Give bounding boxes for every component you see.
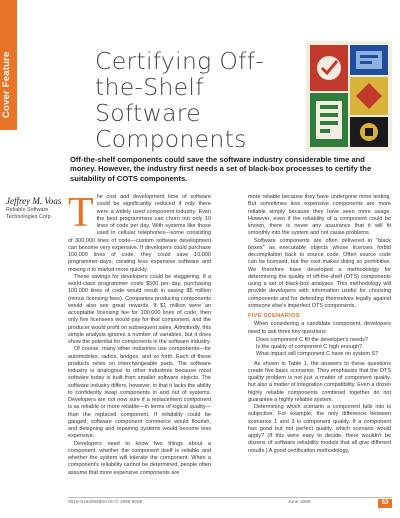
- section-tab-label: Cover Feature: [1, 51, 12, 118]
- component-collage-illustration: [306, 41, 392, 151]
- page-footer: [68, 497, 392, 508]
- list-item: • Is the quality of component C high enough?: [256, 344, 391, 351]
- author-block: [6, 196, 62, 221]
- body-paragraph: Software components are often delivered in "black boxes" as executable objects whose licenses forbid decompilation back to source code. Often source code can be licensed, but the cost makes doing so prohibitive. We therefore have developed a methodology for determining the quality of off-the-shelf (OTS) components using a set of black-box analyses. This methodology will provide developers with information useful for choosing components and for defending themselves legally against someone else's imperfect OTS components.: [248, 237, 391, 309]
- body-paragraph: Developers need to know two things about a component: whether the component itself is reliable and whether the system will tolerate the component. When a component's reliability cannot be determined, people often assume that more expensive components are: [68, 440, 211, 476]
- drop-cap: T: [68, 194, 94, 236]
- body-paragraph: When considering a candidate component, developers need to ask three key questions:: [248, 321, 391, 335]
- page-number: 53: [378, 499, 392, 508]
- section-tab: [0, 0, 17, 130]
- footer-date: June 1998: [288, 500, 311, 505]
- body-column-right: [248, 194, 391, 494]
- question-list: [248, 337, 391, 359]
- body-paragraph: These savings for developers could be staggering. If a world-class programmer costs $500 per day, purchasing 100,000 lines of code would result in saving $5 million (minus licensing fees). Companies producing components would also see great rewards. If $1 million were an acceptable licensing fee for 100,000 lines of code, then only five licensees would pay for that component, and the producer would profit on subsequent sales. Admittedly, this simple analysis ignores a number of variables, but it does show the potential for components in the software industry.: [68, 273, 211, 345]
- list-item: • What impact will component C have on system S?: [256, 351, 391, 358]
- body-paragraph: more reliable because they have undergone more testing. But sometimes less expensive components are more reliable simply because they have seen more usage. However, even if the reliability of a component could be known, there is never any assurance that it will fit smoothly into the system and not cause problems.: [248, 194, 391, 237]
- author-name: Jeffrey M. Voas: [6, 196, 62, 206]
- body-paragraph: Determining which scenario a component falls into is subjective. For example, the only difference between scenarios 1 and 3 is component quality. If a component has good but not perfect quality, which scenario would apply? (If this were easy to decide, there wouldn't be dozens of software reliability models that all give different results.) A good certification methodology,: [248, 404, 391, 454]
- article-deck: Off-the-shelf components could save the software industry considerable time and money. However, the industry first needs a set of black-box processes to certify the suitability of COTS components.: [70, 155, 372, 183]
- footer-copyright: 0018-9162/98/$10.00 © 1998 IEEE: [68, 500, 143, 505]
- article-title: Certifying Off-the-Shelf Software Components: [95, 47, 265, 153]
- cover-illustration: [306, 41, 392, 151]
- list-item: • Does component C fill the developer's needs?: [256, 337, 391, 344]
- section-heading: FIVE SCENARIOS: [248, 313, 300, 319]
- body-paragraph: As shown in Table 1, the answers to these questions create five basic scenarios. They emphasize that the OTS quality problem is not just a matter of component quality, but also a matter of integration compatibility. Even a dozen highly reliable components combined together do not guarantee a highly reliable system.: [248, 360, 391, 403]
- author-affiliation: Reliable Software Technologies Corp.: [6, 207, 53, 220]
- body-paragraph: he cost and development time of software could be significantly reduced if only there were a widely used component industry. Even the best programmers can churn out only 10 lines of code per day. With systems like those used in cellular telephones—some consisting of 300,000 lines of code—custom software development can become very expensive. If developers could purchase 100,000 lines of code, they could save 10,000 programmer-days, creating less expensive software and moving it to market more quickly.: [68, 194, 211, 273]
- body-paragraph: Of course, many other industries use components—for automobiles, radios, bridges, and so forth. Each of these products relies on interchangeable parts. The software industry is analogous to other industries because most software today is built from smaller software objects. The software industry differs, however, in that it lacks the ability to confidently swap components in and out of systems. Developers are not now sure if a replacement component is as reliable or more reliable—in terms of logical quality—than the replaced component. If reliability could be gauged, software component commerce would flourish, and designing and repairing systems would become less expensive.: [68, 346, 211, 440]
- body-column-left: [68, 194, 211, 494]
